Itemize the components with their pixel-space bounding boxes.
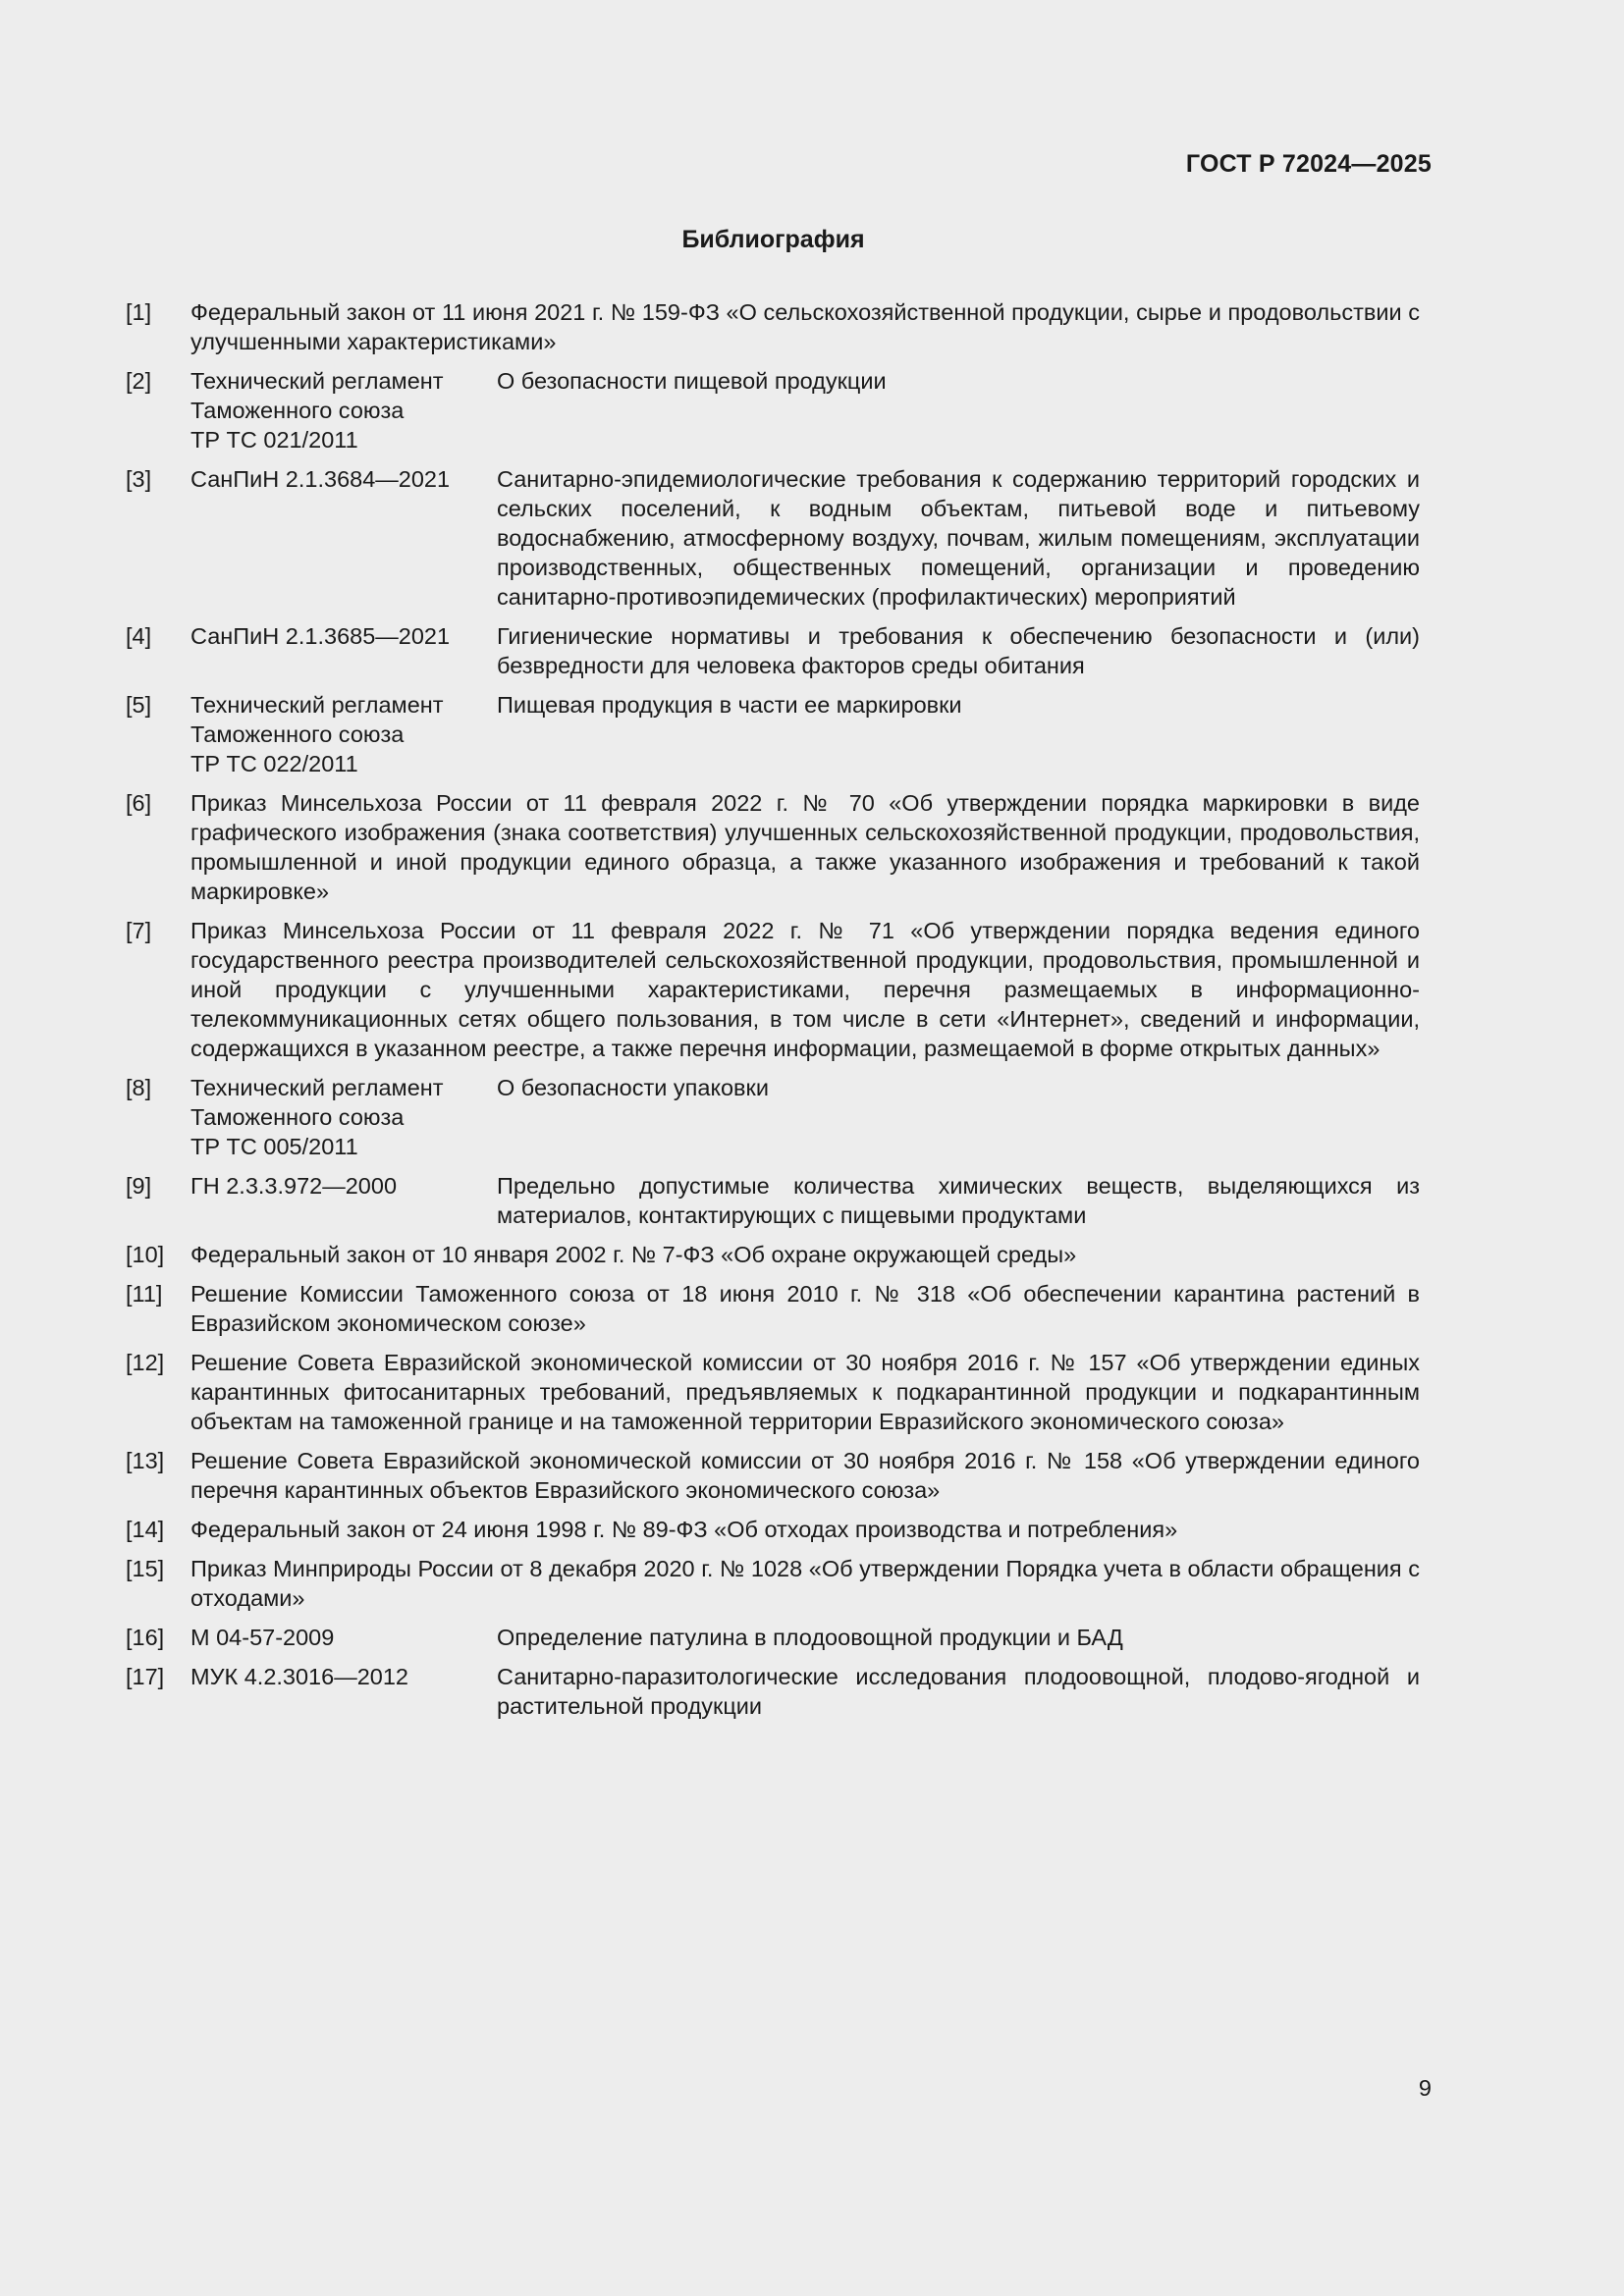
entry-description: О безопасности упаковки: [497, 1075, 769, 1100]
entry-number: [14]: [126, 1517, 165, 1542]
entry-designation: СанПиН 2.1.3684—2021: [190, 466, 451, 492]
entry-description: Санитарно-эпидемиологические требования к содержанию территорий городских и сельских поселений, к водным объектам, питьевой воде и питьевому водоснабжению, атмосферному воздуху, почвам, жилым помещениям, эксплуатации производственных, общественных помещений, организации и проведению санитарно-противоэпидемических (профилактических) мероприятий: [497, 466, 1420, 610]
page-number: 9: [1418, 2075, 1432, 2101]
bibliography-entry: [126, 1662, 1420, 1721]
entry-description: Предельно допустимые количества химических веществ, выделяющихся из материалов, контактирующих с пищевыми продуктами: [497, 1173, 1420, 1228]
entry-text: Приказ Минприроды России от 8 декабря 2020 г. № 1028 «Об утверждении Порядка учета в области обращения с отходами»: [190, 1556, 1420, 1611]
document-code: ГОСТ Р 72024—2025: [1185, 150, 1432, 178]
entry-number: [12]: [126, 1350, 165, 1375]
bibliography-entry: [126, 1446, 1420, 1505]
entry-text: Решение Комиссии Таможенного союза от 18 июня 2010 г. № 318 «Об обеспечении карантина растений в Евразийском экономическом союзе»: [190, 1281, 1420, 1336]
entry-designation: Технический регламент Таможенного союза ТР ТС 005/2011: [190, 1075, 444, 1159]
entry-number: [9]: [126, 1173, 152, 1199]
entry-text: Федеральный закон от 11 июня 2021 г. № 159-ФЗ «О сельскохозяйственной продукции, сырье и продовольствии с улучшенными характеристиками»: [190, 299, 1420, 354]
entry-number: [11]: [126, 1281, 163, 1307]
entry-number: [5]: [126, 692, 152, 718]
page-title: Библиография: [681, 226, 865, 253]
entry-number: [2]: [126, 368, 152, 394]
entry-text: Федеральный закон от 10 января 2002 г. № 7-ФЗ «Об охране окружающей среды»: [190, 1242, 1077, 1267]
bibliography-entry: [126, 297, 1420, 356]
entry-number: [1]: [126, 299, 152, 325]
bibliography-entry: [126, 1279, 1420, 1338]
entry-text: Приказ Минсельхоза России от 11 февраля 2022 г. № 71 «Об утверждении порядка ведения единого государственного реестра производителей сельскохозяйственной продукции, продовольствия, промышленной и иной продукции с улучшенными характеристиками, перечня размещаемых в информационно-телекоммуникационных сетях общего пользования, в том числе в сети «Интернет», сведений и информации, содержащихся в указанном реестре, а также перечня информации, размещаемой в форме открытых данных»: [190, 918, 1420, 1061]
bibliography-entry: [126, 1554, 1420, 1613]
entry-description: О безопасности пищевой продукции: [497, 368, 887, 394]
entry-designation: МУК 4.2.3016—2012: [190, 1664, 408, 1689]
entry-number: [16]: [126, 1625, 165, 1650]
entry-text: Приказ Минсельхоза России от 11 февраля 2022 г. № 70 «Об утверждении порядка маркировки в виде графического изображения (знака соответствия) улучшенных сельскохозяйственной продукции, продовольствия, промышленной и иной продукции единого образца, а также указанного изображения и требований к такой маркировке»: [190, 790, 1420, 904]
entry-designation: Технический регламент Таможенного союза ТР ТС 022/2011: [190, 692, 444, 776]
entry-text: Решение Совета Евразийской экономической комиссии от 30 ноября 2016 г. № 157 «Об утверждении единых карантинных фитосанитарных требований, предъявляемых к подкарантинной продукции и подкарантинным объектам на таможенной границе и на таможенной территории Евразийского экономического союза»: [190, 1350, 1420, 1434]
entry-number: [17]: [126, 1664, 165, 1689]
bibliography-entry: [126, 1073, 1420, 1161]
bibliography-entry: [126, 916, 1420, 1063]
bibliography-entry: [126, 1348, 1420, 1436]
entry-designation: ГН 2.3.3.972—2000: [190, 1173, 398, 1199]
bibliography-entry: [126, 788, 1420, 906]
entry-description: Гигиенические нормативы и требования к обеспечению безопасности и (или) безвредности для человека факторов среды обитания: [497, 623, 1420, 678]
bibliography-entry: [126, 464, 1420, 612]
bibliography-entry: [126, 1515, 1420, 1544]
entry-number: [10]: [126, 1242, 165, 1267]
entry-designation: М 04-57-2009: [190, 1625, 335, 1650]
entry-description: Пищевая продукция в части ее маркировки: [497, 692, 962, 718]
bibliography-entry: [126, 1240, 1420, 1269]
entry-number: [6]: [126, 790, 152, 816]
entry-number: [15]: [126, 1556, 165, 1581]
entry-description: Определение патулина в плодоовощной продукции и БАД: [497, 1625, 1123, 1650]
entry-number: [4]: [126, 623, 152, 649]
entry-text: Федеральный закон от 24 июня 1998 г. № 89-ФЗ «Об отходах производства и потребления»: [190, 1517, 1178, 1542]
entry-designation: СанПиН 2.1.3685—2021: [190, 623, 451, 649]
bibliography-entry: [126, 1623, 1420, 1652]
bibliography-list: [126, 297, 1420, 1721]
entry-number: [13]: [126, 1448, 165, 1473]
bibliography-entry: [126, 690, 1420, 778]
bibliography-entry: [126, 1171, 1420, 1230]
bibliography-entry: [126, 366, 1420, 454]
entry-number: [8]: [126, 1075, 152, 1100]
bibliography-entry: [126, 621, 1420, 680]
entry-text: Решение Совета Евразийской экономической комиссии от 30 ноября 2016 г. № 158 «Об утверждении единого перечня карантинных объектов Евразийского экономического союза»: [190, 1448, 1420, 1503]
entry-description: Санитарно-паразитологические исследования плодоовощной, плодово-ягодной и растительной продукции: [497, 1664, 1420, 1719]
entry-number: [3]: [126, 466, 152, 492]
entry-designation: Технический регламент Таможенного союза ТР ТС 021/2011: [190, 368, 444, 453]
entry-number: [7]: [126, 918, 152, 943]
